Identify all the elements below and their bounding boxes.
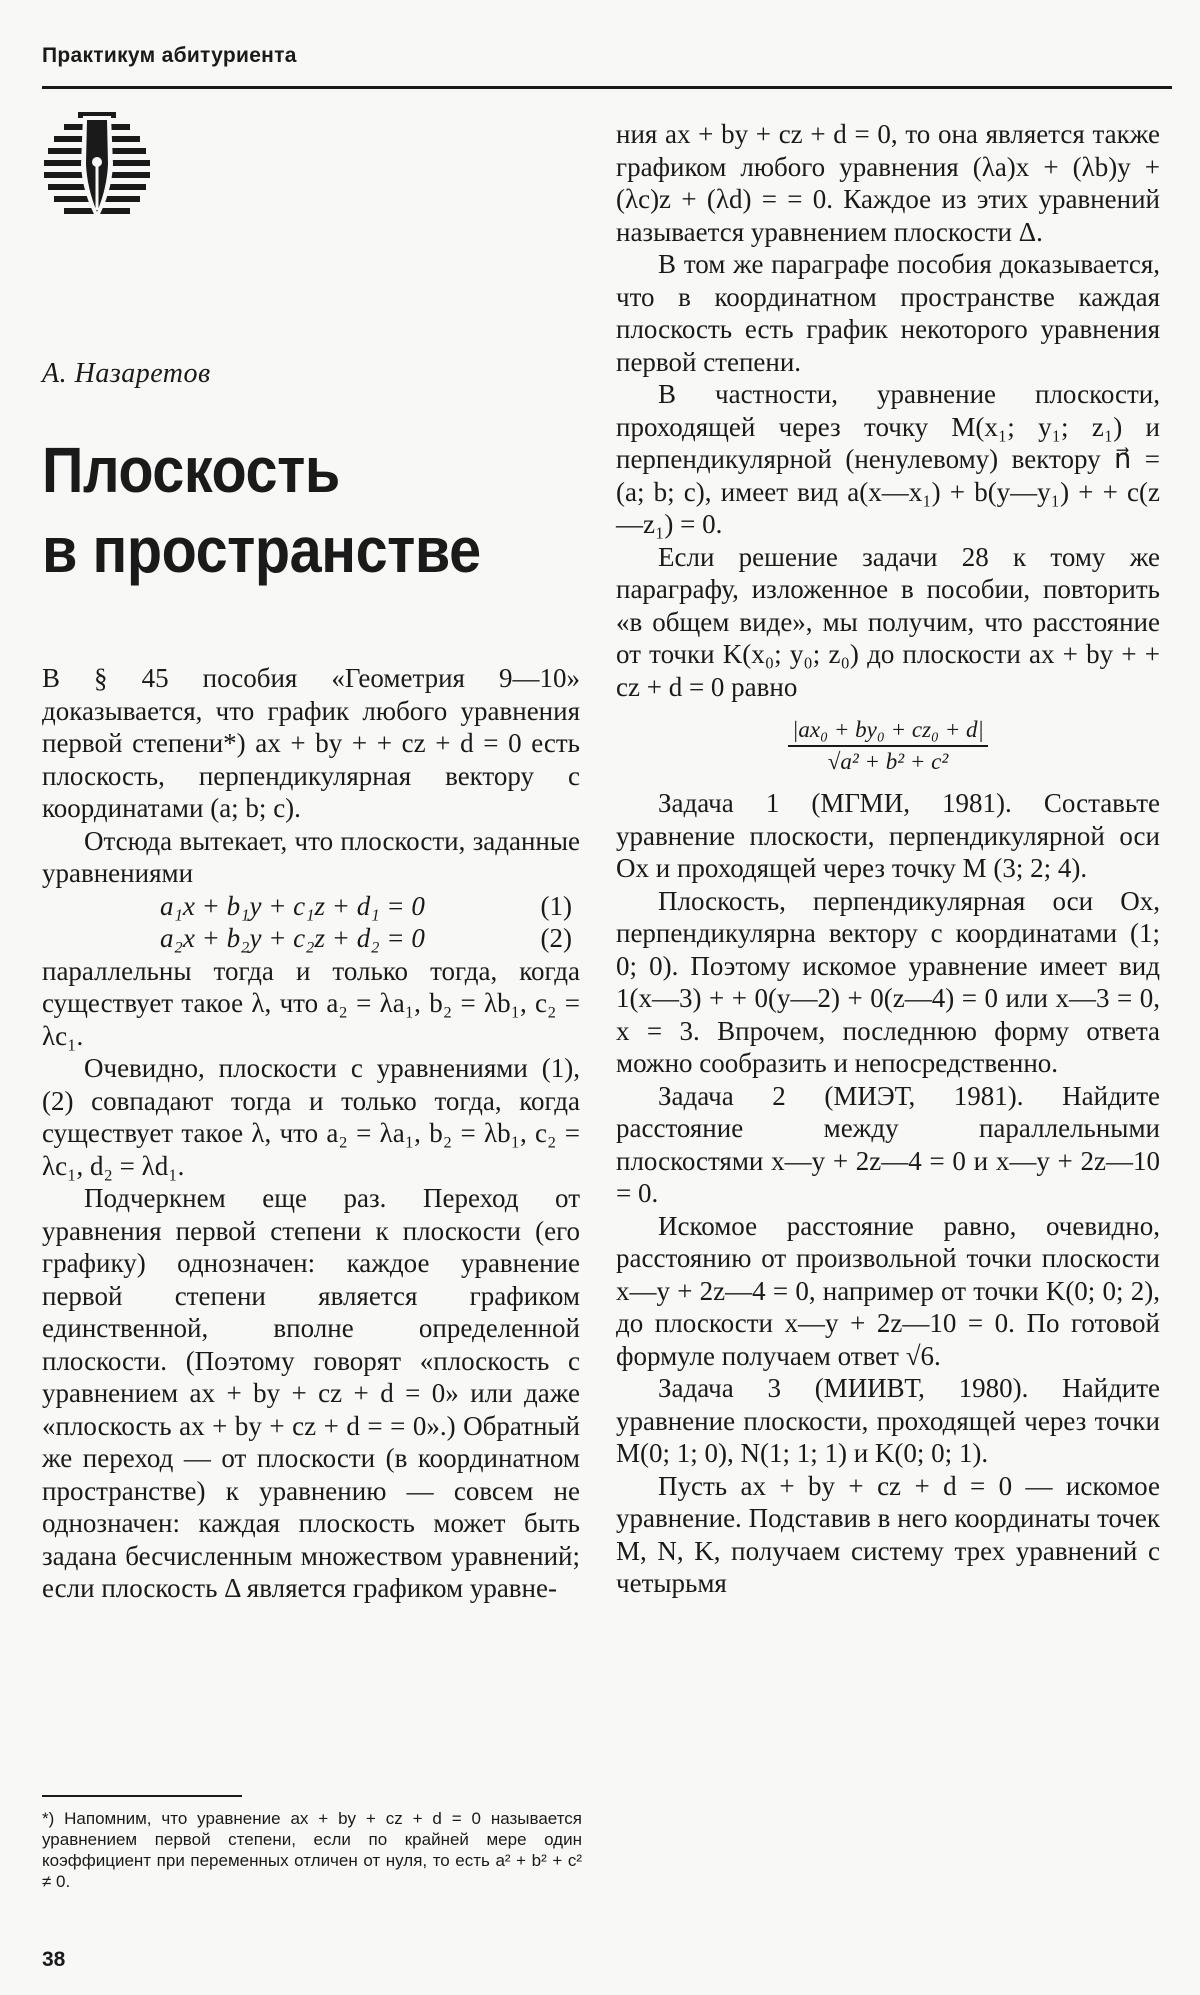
left-paragraph-4: Очевидно, плоскости с уравнениями (1), (2) совпадают тогда и только тогда, когда существует такое λ, что a₂ = λa₁, b₂ = λb₁, c₂ = λc₁, d₂ = λd₁. — [42, 1053, 580, 1181]
left-column — [42, 662, 580, 1605]
solution-3: Пусть ax + by + cz + d = 0 — искомое уравнение. Подставив в него координаты точек M, N, K, получаем систему трех уравнений с четырьмя — [616, 1470, 1160, 1598]
solution-1: Плоскость, перпендикулярная оси Ox, перпендикулярна вектору с координатами (1; 0; 0). Поэтому искомое уравнение имеет вид 1(x—3) + + 0(y—2) + 0(z—4) = 0 или x—3 = 0, x = 3. Впрочем, последнюю форму ответа можно сообразить и непосредственно. — [616, 885, 1160, 1078]
header-rule — [42, 86, 1172, 89]
solution-2: Искомое расстояние равно, очевидно, расстоянию от произвольной точки плоскости x—y + 2z—4 = 0, например от точки K(0; 0; 2), до плоскости x—y + 2z—10 = 0. По готовой формуле получаем ответ √6. — [616, 1210, 1160, 1371]
left-paragraph-2: Отсюда вытекает, что плоскости, заданные уравнениями — [42, 825, 580, 888]
right-paragraph-3: В частности, уравнение плоскости, проходящей через точку M(x₁; y₁; z₁) и перпендикулярной (ненулевому) вектору n⃗ = (a; b; c), имеет вид a(x—x₁) + b(y—y₁) + + c(z—z₁) = 0. — [616, 379, 1160, 539]
title-line-1: Плоскость — [42, 434, 340, 506]
left-paragraph-1: В § 45 пособия «Геометрия 9—10» доказывается, что график любого уравнения первой степени*) ax + by + + cz + d = 0 есть плоскость, перпендикулярная вектору с координатами (a; b; c). — [42, 663, 580, 823]
right-paragraph-1: ния ax + by + cz + d = 0, то она является также графиком любого уравнения (λa)x + (λb)y + (λc)z + (λd) = = 0. Каждое из этих уравнений называется уравнением плоскости Δ. — [616, 119, 1160, 247]
page-number: 38 — [42, 1948, 66, 1971]
section-header: Практикум абитуриента — [42, 44, 297, 67]
article-title — [42, 430, 481, 590]
right-paragraph-4: Если решение задачи 28 к тому же параграфу, изложенное в пособии, повторить «в общем виде», мы получим, что расстояние от точки K(x₀; y₀; z₀) до плоскости ax + by + + cz + d = 0 равно — [616, 541, 1160, 702]
right-paragraph-2: В том же параграфе пособия доказывается, что в координатном пространстве каждая плоскость есть график некоторого уравнения первой степени. — [616, 249, 1160, 377]
formula-numerator: |ax₀ + by₀ + cz₀ + d| — [788, 715, 988, 747]
title-line-2: в пространстве — [42, 514, 481, 586]
equation-1 — [42, 890, 580, 923]
equation-2-text: a₂x + b₂y + c₂z + d₂ = 0 — [160, 923, 425, 953]
footnote: *) Напомним, что уравнение ax + by + cz + d = 0 называется уравнением первой степени, если по крайней мере один коэффициент при переменных отличен от нуля, то есть a² + b² + c² ≠ 0. — [42, 1809, 582, 1891]
equation-2 — [42, 922, 580, 955]
distance-formula — [616, 715, 1160, 777]
pen-nib-emblem-icon — [42, 112, 152, 237]
equation-1-number: (1) — [540, 890, 572, 921]
task-3: Задача 3 (МИИВТ, 1980). Найдите уравнение плоскости, проходящей через точки M(0; 1; 0), N(1; 1; 1) и K(0; 0; 1). — [616, 1373, 1160, 1468]
equation-1-text: a₁x + b₁y + c₁z + d₁ = 0 — [160, 890, 425, 921]
formula-denominator: √a² + b² + c² — [827, 749, 949, 774]
article-author: А. Назаретов — [42, 358, 211, 389]
left-paragraph-3: параллельны тогда и только тогда, когда существует такое λ, что a₂ = λa₁, b₂ = λb₁, c₂ = λc₁. — [42, 955, 580, 1051]
task-2: Задача 2 (МИЭТ, 1981). Найдите расстояние между параллельными плоскостями x—y + 2z—4 = 0 и x—y + 2z—10 = 0. — [616, 1080, 1160, 1208]
task-1: Задача 1 (МГМИ, 1981). Составьте уравнение плоскости, перпендикулярной оси Ox и проходящей через точку M (3; 2; 4). — [616, 788, 1160, 883]
footnote-rule — [42, 1795, 242, 1797]
equation-2-number: (2) — [540, 923, 572, 953]
right-column — [616, 118, 1160, 1600]
left-paragraph-5: Подчеркнем еще раз. Переход от уравнения первой степени к плоскости (его графику) однозначен: каждое уравнение первой степени является графиком единственной, вполне определенной плоскости. (Поэтому говорят «плоскость с уравнением ax + by + cz + d = 0» или даже «плоскость ax + by + cz + d = = 0».) Обратный же переход — от плоскости (в координатном пространстве) к уравнению — совсем не однозначен: каждая плоскость может быть задана бесчисленным множеством уравнений; если плоскость Δ является графиком уравне- — [42, 1183, 580, 1603]
